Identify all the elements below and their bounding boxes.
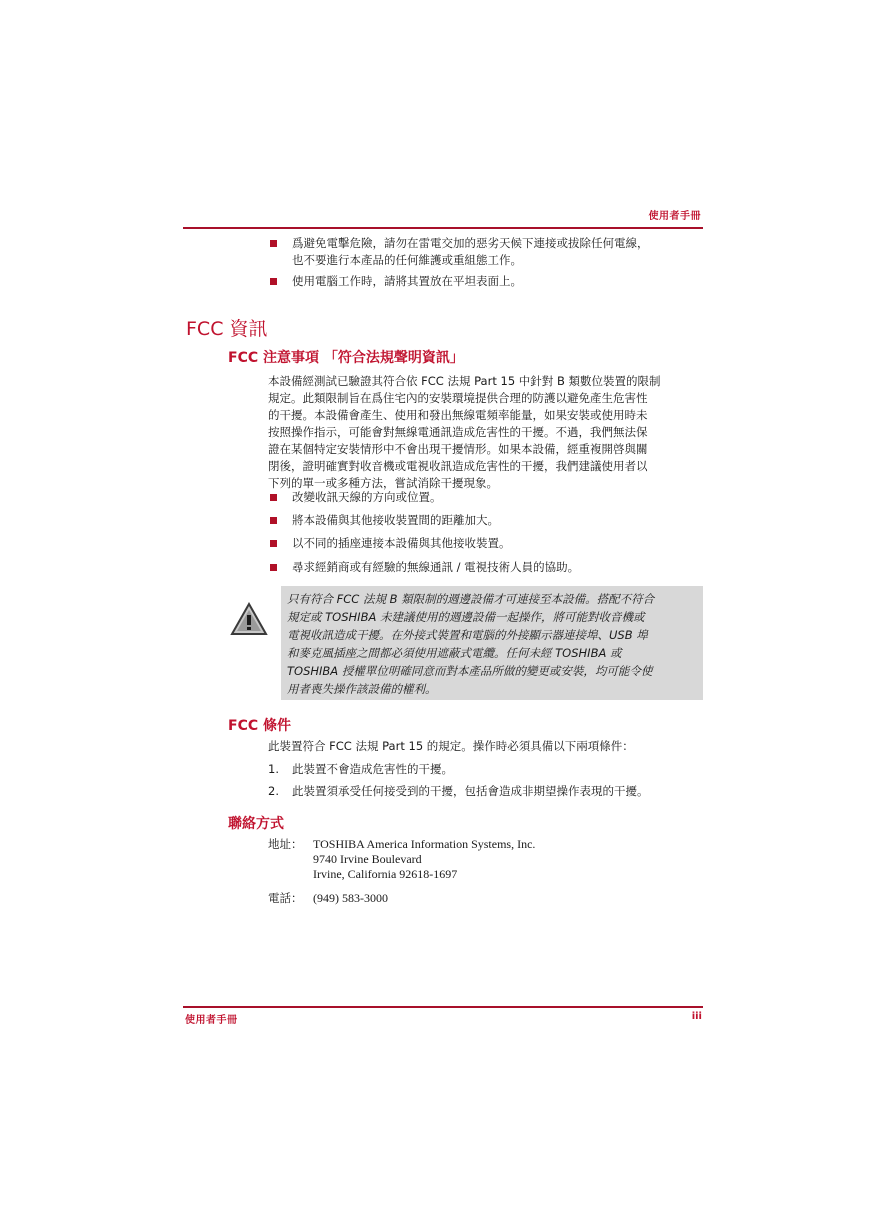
condition-number: 1. (268, 762, 279, 776)
fcc-conditions-intro: 此裝置符合 FCC 法規 Part 15 的規定。操作時必須具備以下兩項條件： (268, 739, 634, 753)
paragraph-line: 下列的單一或多種方法，嘗試消除干擾現象。 (268, 476, 498, 490)
top-bullet-1-line-1: 爲避免電擊危險，請勿在雷電交加的惡劣天候下連接或拔除任何電線， (292, 236, 649, 250)
paragraph-line: 按照操作指示，可能會對無線電通訊造成危害性的干擾。不過，我們無法保 (268, 425, 648, 439)
phone-number (313, 891, 388, 906)
note-line: TOSHIBA 授權單位明確同意而對本產品所做的變更或安裝，均可能令使 (287, 664, 653, 678)
bullet-marker (270, 240, 277, 247)
footer-label: 使用者手冊 (185, 1015, 238, 1026)
header-rule (183, 227, 703, 229)
note-line: 規定或 TOSHIBA 未建議使用的週邊設備一起操作，將可能對收音機或 (287, 610, 645, 624)
paragraph-line: 規定。此類限制旨在爲住宅內的安裝環境提供合理的防護以避免產生危害性 (268, 391, 648, 405)
address-label: 地址： (268, 837, 303, 851)
paragraph-line: 的干擾。本設備會產生、使用和發出無線電頻率能量，如果安裝或使用時未 (268, 408, 648, 422)
footer-rule (183, 1006, 703, 1008)
fcc-conditions-heading: FCC 條件 (228, 718, 291, 734)
top-bullet-1-line-2: 也不要進行本產品的任何維護或重組態工作。 (292, 253, 522, 267)
bullet-marker (270, 540, 277, 547)
paragraph-line: 閉後，證明確實對收音機或電視收訊造成危害性的干擾，我們建議使用者以 (268, 459, 648, 473)
page-number: iii (691, 1011, 702, 1022)
address-line: Irvine, California 92618-1697 (313, 867, 458, 881)
fcc-note-box (281, 586, 703, 700)
fcc-bullet-1: 改變收訊天線的方向或位置。 (292, 490, 442, 504)
fcc-bullet-4: 尋求經銷商或有經驗的無線通訊 / 電視技術人員的協助。 (292, 560, 580, 574)
condition-text: 此裝置須承受任何接受到的干擾，包括會造成非期望操作表現的干擾。 (292, 784, 649, 798)
address-line: TOSHIBA America Information Systems, Inc. (313, 837, 536, 851)
bullet-marker (270, 564, 277, 571)
paragraph-line: 本設備經測試已驗證其符合依 FCC 法規 Part 15 中針對 B 類數位裝置的限制 (268, 374, 661, 388)
top-bullet-1 (292, 235, 649, 269)
fcc-bullet-3: 以不同的插座連接本設備與其他接收裝置。 (292, 536, 511, 550)
address-line: 9740 Irvine Boulevard (313, 852, 422, 866)
paragraph-line: 證在某個特定安裝情形中不會出現干擾情形。如果本設備，經重複開啓與關 (268, 442, 648, 456)
note-line: 電視收訊造成干擾。在外接式裝置和電腦的外接顯示器連接埠、USB 埠 (287, 628, 648, 642)
condition-text: 此裝置不會造成危害性的干擾。 (292, 762, 453, 776)
header-label: 使用者手冊 (648, 211, 701, 222)
condition-number: 2. (268, 784, 279, 798)
note-line: 和麥克風插座之間都必須使用遮蔽式電纜。任何未經 TOSHIBA 或 (287, 646, 622, 660)
bullet-marker (270, 278, 277, 285)
fcc-bullet-2: 將本設備與其他接收裝置間的距離加大。 (292, 513, 499, 527)
warning-triangle-icon (230, 602, 268, 636)
note-line: 用者喪失操作該設備的權利。 (287, 682, 437, 696)
address-block (313, 837, 535, 882)
bullet-marker (270, 494, 277, 501)
section-title: FCC 資訊 (186, 318, 268, 340)
phone-value: (949) 583-3000 (313, 891, 388, 905)
top-bullet-2: 使用電腦工作時，請將其置放在平坦表面上。 (292, 274, 522, 288)
contact-heading: 聯絡方式 (228, 816, 284, 832)
fcc-notice-heading: FCC 注意事項 「符合法規聲明資訊」 (228, 350, 464, 366)
fcc-notice-paragraph (268, 373, 702, 492)
note-line: 只有符合 FCC 法規 B 類限制的週邊設備才可連接至本設備。搭配不符合 (287, 592, 655, 606)
phone-label: 電話： (268, 891, 303, 905)
bullet-marker (270, 517, 277, 524)
